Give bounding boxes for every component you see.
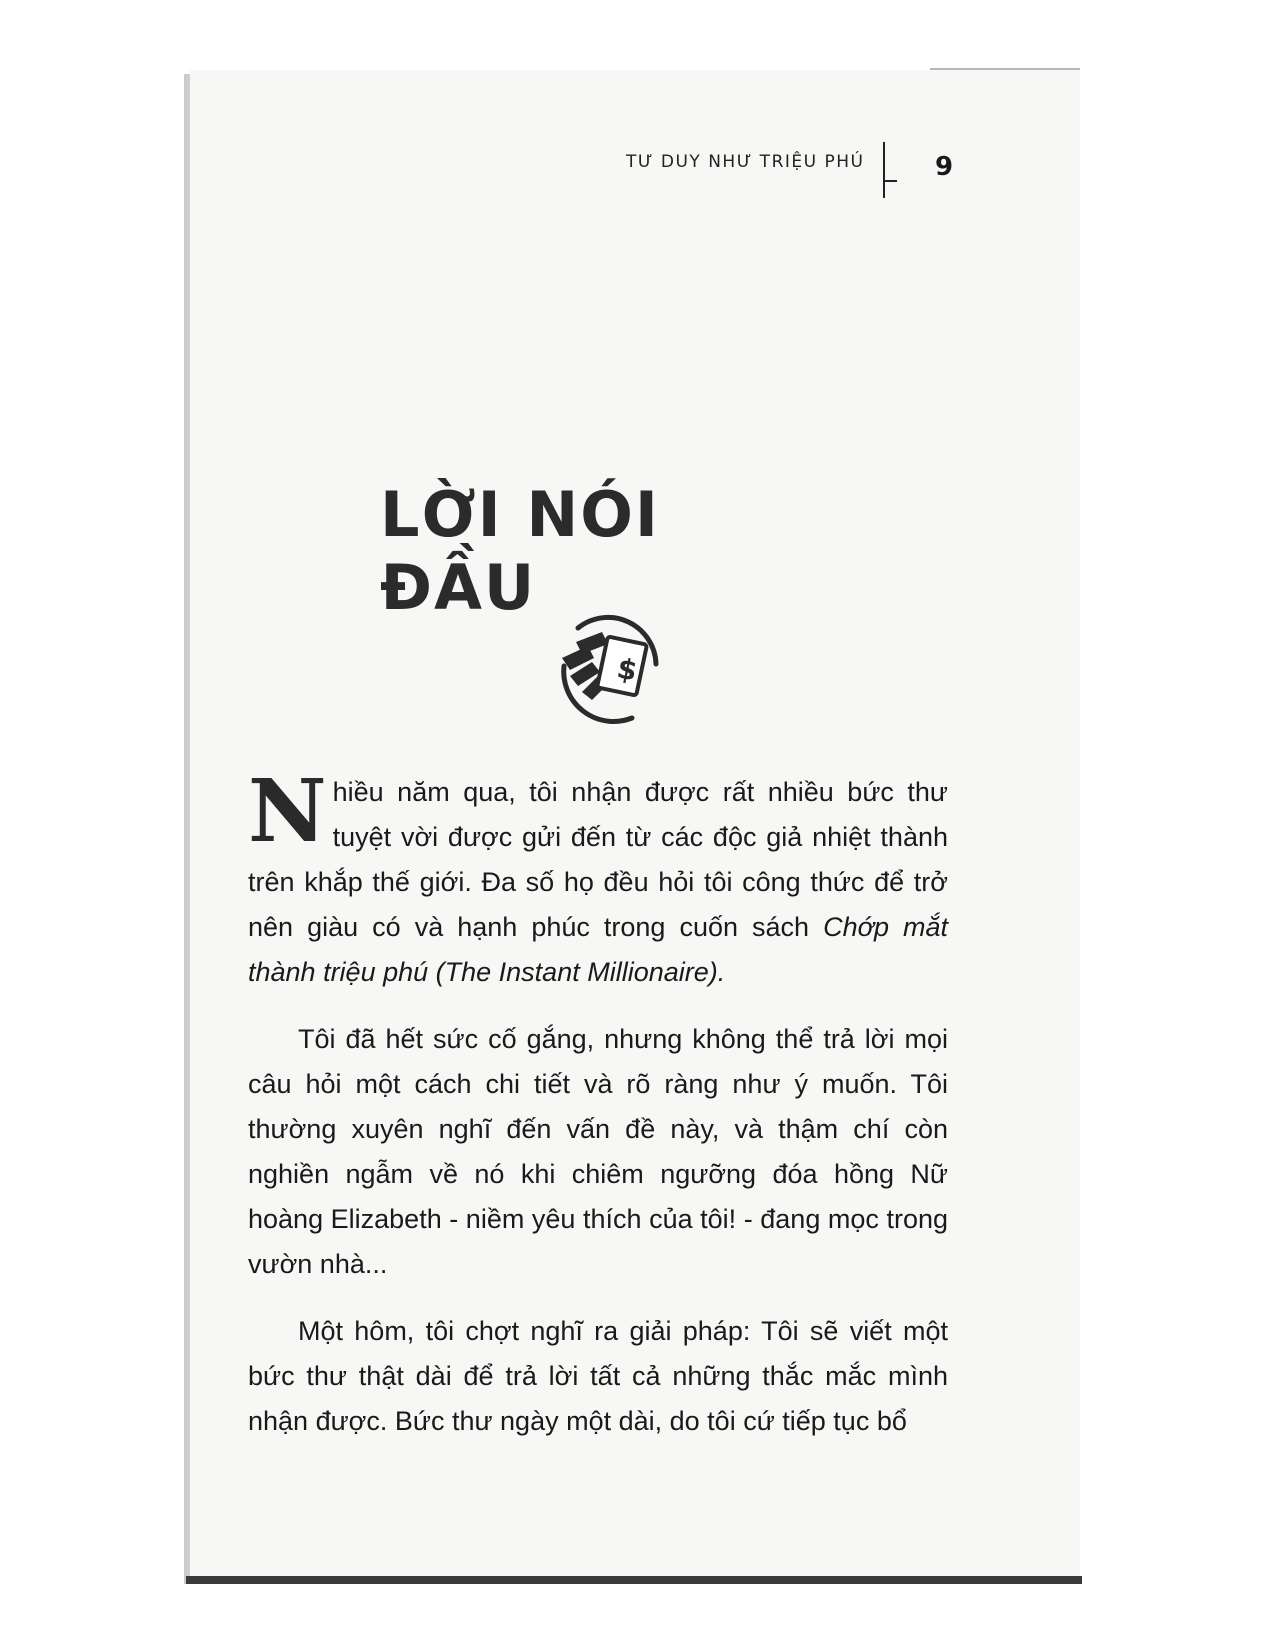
paragraph-1	[248, 761, 948, 995]
header-divider	[883, 142, 885, 198]
book-title-italic: Chớp mắt thành triệu phú	[248, 912, 948, 987]
page-number: 9	[935, 152, 954, 182]
paragraph-2: Tôi đã hết sức cố gắng, nhưng không thể trả lời mọi câu hỏi một cách chi tiết và rõ ràng như ý muốn. Tôi thường xuyên nghĩ đến vấn đề này, và thậm chí còn nghiền ngẫm về nó khi chiêm ngưỡng đóa hồng Nữ hoàng Elizabeth - niềm yêu thích của tôi! - đang mọc trong vườn nhà...	[248, 1024, 948, 1279]
svg-text:$: $	[614, 651, 641, 688]
body-text	[248, 761, 948, 1466]
dollar-fan-emblem-icon	[548, 606, 672, 730]
top-edge-rule	[930, 68, 1080, 70]
book-title-english: (The Instant Millionaire).	[428, 957, 726, 987]
chapter-title: LỜI NÓI ĐẦU	[380, 478, 660, 624]
running-head-title: TƯ DUY NHƯ TRIỆU PHÚ	[626, 152, 865, 172]
drop-cap: N	[248, 761, 327, 862]
header-divider-tick	[883, 180, 897, 182]
paragraph-3: Một hôm, tôi chợt nghĩ ra giải pháp: Tôi sẽ viết một bức thư thật dài để trả lời tất cả những thắc mắc mình nhận được. Bức thư ngày một dài, do tôi cứ tiếp tục bổ	[248, 1316, 948, 1436]
page-bottom-edge	[186, 1576, 1082, 1584]
paragraph-1-text: hiều năm qua, tôi nhận được rất nhiều bức thư tuyệt vời được gửi đến từ các độc giả nhiệt thành trên khắp thế giới. Đa số họ đều hỏi tôi công thức để trở nên giàu có và hạnh phúc trong cuốn sách	[248, 777, 948, 942]
